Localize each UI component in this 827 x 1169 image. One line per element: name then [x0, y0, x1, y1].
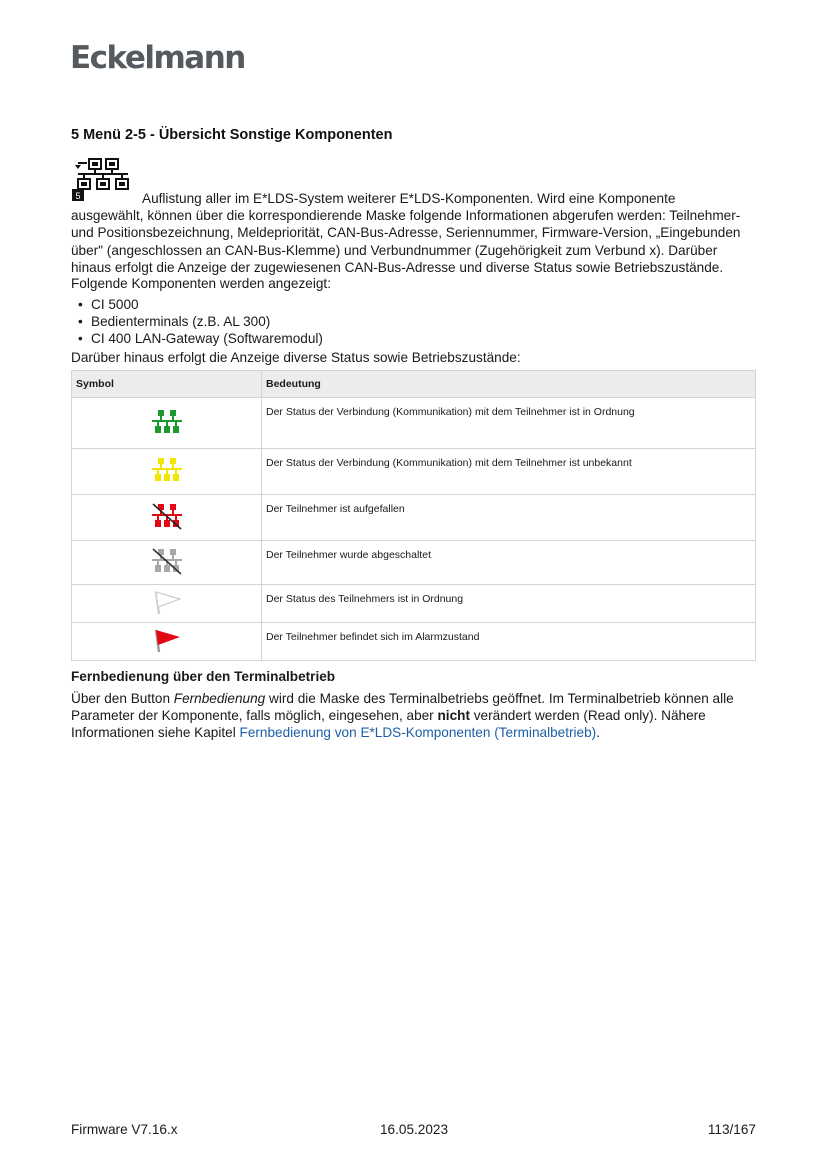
remote-text-4: . [596, 725, 600, 741]
symbol-cell [72, 495, 262, 541]
list-item: • CI 400 LAN-Gateway (Softwaremodul) [78, 331, 323, 348]
header-symbol: Symbol [72, 371, 262, 398]
table-row [72, 398, 756, 449]
intro-first-line: Auflistung aller im E*LDS-System weiterer E*LDS-Komponenten. Wird eine Komponente [142, 191, 676, 206]
table-row [72, 541, 756, 585]
network-off-icon [150, 547, 184, 575]
symbol-cell [72, 449, 262, 495]
list-item: • Bedienterminals (z.B. AL 300) [78, 314, 323, 331]
intro-paragraph [71, 190, 761, 276]
remote-text-1: Über den Button [71, 691, 174, 706]
remote-text-3: verändert werden (Read only). Nähere Informationen siehe Kapitel [71, 708, 706, 741]
network-ok-icon [150, 408, 184, 436]
chapter-link[interactable]: Fernbedienung von E*LDS-Komponenten (Terminalbetrieb) [239, 725, 597, 741]
symbol-table [71, 370, 756, 661]
remote-text-2: wird die Maske des Terminalbetriebs geöffnet. Im Terminalbetrieb können alle Parameter der Komponente, falls möglich, eingesehen, aber [71, 691, 734, 724]
flag-alarm-icon [150, 626, 184, 654]
meaning-cell: Der Status der Verbindung (Kommunikation) mit dem Teilnehmer ist in Ordnung [262, 398, 756, 449]
meaning-cell: Der Teilnehmer ist aufgefallen [262, 495, 756, 541]
meaning-cell: Der Status der Verbindung (Kommunikation) mit dem Teilnehmer ist unbekannt [262, 449, 756, 495]
footer-date: 16.05.2023 [380, 1122, 449, 1137]
components-list [78, 297, 323, 347]
meaning-cell: Der Teilnehmer befindet sich im Alarmzustand [262, 623, 756, 661]
footer-firmware: Firmware V7.16.x [71, 1122, 178, 1137]
symbol-cell [72, 585, 262, 623]
footer-page-number: 113/167 [707, 1122, 756, 1137]
meaning-cell: Der Status des Teilnehmers ist in Ordnung [262, 585, 756, 623]
remote-heading: Fernbedienung über den Terminalbetrieb [71, 669, 336, 684]
remote-bold: nicht [437, 708, 470, 724]
section-icon-number: 5 [75, 191, 81, 201]
table-header-row [72, 371, 756, 398]
remote-button-name: Fernbedienung [173, 691, 266, 706]
table-row [72, 495, 756, 541]
header-meaning: Bedeutung [262, 371, 756, 398]
remote-paragraph [71, 690, 761, 742]
network-unknown-icon [150, 456, 184, 484]
network-failed-icon [150, 502, 184, 530]
table-row [72, 585, 756, 623]
meaning-cell: Der Teilnehmer wurde abgeschaltet [262, 541, 756, 585]
symbol-cell [72, 541, 262, 585]
eckelmann-logo: Eckelmann [70, 40, 245, 76]
table-row [72, 449, 756, 495]
table-row [72, 623, 756, 661]
list-item: • CI 5000 [78, 297, 323, 314]
section-heading: 5 Menü 2-5 - Übersicht Sonstige Komponenten [71, 127, 393, 143]
symbol-cell [72, 623, 262, 661]
components-label: Folgende Komponenten werden angezeigt: [71, 276, 331, 291]
intro-rest: ausgewählt, können über die korrespondierende Maske folgende Informationen abgerufen werden: Teilnehmer- und Positionsbezeichnung, Meldepriorität, CAN-Bus-Adresse, Seriennummer, Firmware-Version, „Eingebunden über" (angeschlossen an CAN-Bus-Klemme) und Verbundnummer (Zugehörigkeit zum Verbund x). Darüber hinaus erfolgt die Anzeige der zugewiesenen CAN-Bus-Adresse und diverse Status sowie Betriebszustände. [71, 208, 741, 275]
flag-ok-icon [150, 588, 184, 616]
symbol-cell [72, 398, 262, 449]
status-label: Darüber hinaus erfolgt die Anzeige diverse Status sowie Betriebszustände: [71, 350, 521, 365]
